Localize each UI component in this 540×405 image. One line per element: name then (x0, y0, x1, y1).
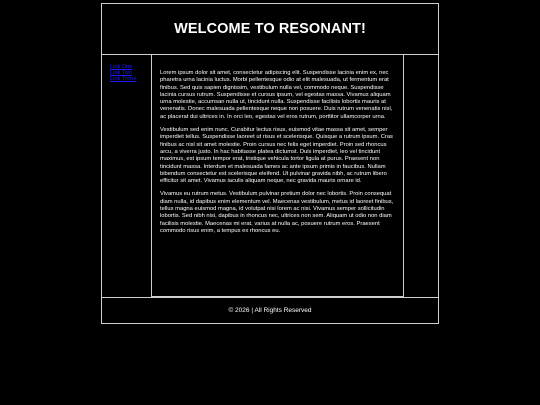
page-title: WELCOME TO RESONANT! (174, 21, 366, 37)
nav-link-one[interactable]: Link One (110, 64, 133, 70)
copyright-text: © 2026 | All Rights Reserved (228, 307, 312, 314)
site-header (101, 3, 439, 55)
content-paragraph-3: Vivamus eu rutrum metus. Vestibulum pulvinar pretium dolor nec lobortis. Proin consequat diam nulla, id dapibus enim elementum vel. Maecenas vestibulum, metus id laoreet finibus, tellus magna euismod magna, id volutpat nisi lorem ac nisi. Vivamus semper sollicitudin lobortis. Sed nibh nisi, dapibus in rhoncus nec, ultrices non sem. Aliquam ut odio non diam facilisis molestie. Maecenas mi erat, varius at nulla ac, posuere rutrum eros. Praesent commodo risus enim, a tempus ex rhoncus eu. (160, 191, 394, 234)
content-paragraph-1: Lorem ipsum dolor sit amet, consectetur adipiscing elit. Suspendisse lacinia enim ex, nec pharetra urna lacinia luctus. Morbi pellentesque odio at elit malesuada, ut fermentum erat finibus. Sed quis sapien dignissim, vestibulum nulla vel, commodo neque. Suspendisse lacinia cursus rutrum. Suspendisse et cursus ipsum, vel egestas massa. Vivamus aliquam urna molestie, accumsan nulla ut, tincidunt nulla. Suspendisse facilisis lobortis mauris at venenatis. Donec malesuada pellentesque neque non posuere. Duis rutrum venenatis nisl, ac placerat dui ultrices in. In orci leo, egestas vel eros rutrum, porttitor ullamcorper urna. (160, 70, 393, 120)
right-sidebar (403, 54, 439, 298)
sidebar-nav (110, 64, 136, 83)
content-paragraph-2: Vestibulum sed enim nunc. Curabitur lectus risus, euismod vitae massa sit amet, semper imperdiet tellus. Suspendisse laoreet ut risus et scelerisque. Quisque a rutrum ipsum. Cras finibus ac nisl sit amet molestie. Proin cursus nec felis eget imperdiet. Proin sed rhoncus arcu, a viverra justo. In hac habitasse platea dictumst. Duis imperdiet, leo vel tincidunt maximus, est ipsum tempor erat, tristique vehicula tortor ligula at purus. Praesent non tincidunt massa. Interdum et malesuada fames ac ante ipsum primis in faucibus. Nullam bibendum consectetur est scelerisque eleifend. Ut pulvinar gravida nibh, ac rutrum libero efficitur sit amet. Vivamus iaculis aliquam neque, nec gravida mauris ornare id. (160, 127, 393, 185)
site-footer (101, 297, 439, 324)
nav-link-two[interactable]: Link Two (110, 70, 132, 77)
nav-link-three[interactable]: Link Three (110, 76, 137, 83)
main-content (160, 70, 396, 241)
left-sidebar (101, 54, 152, 298)
